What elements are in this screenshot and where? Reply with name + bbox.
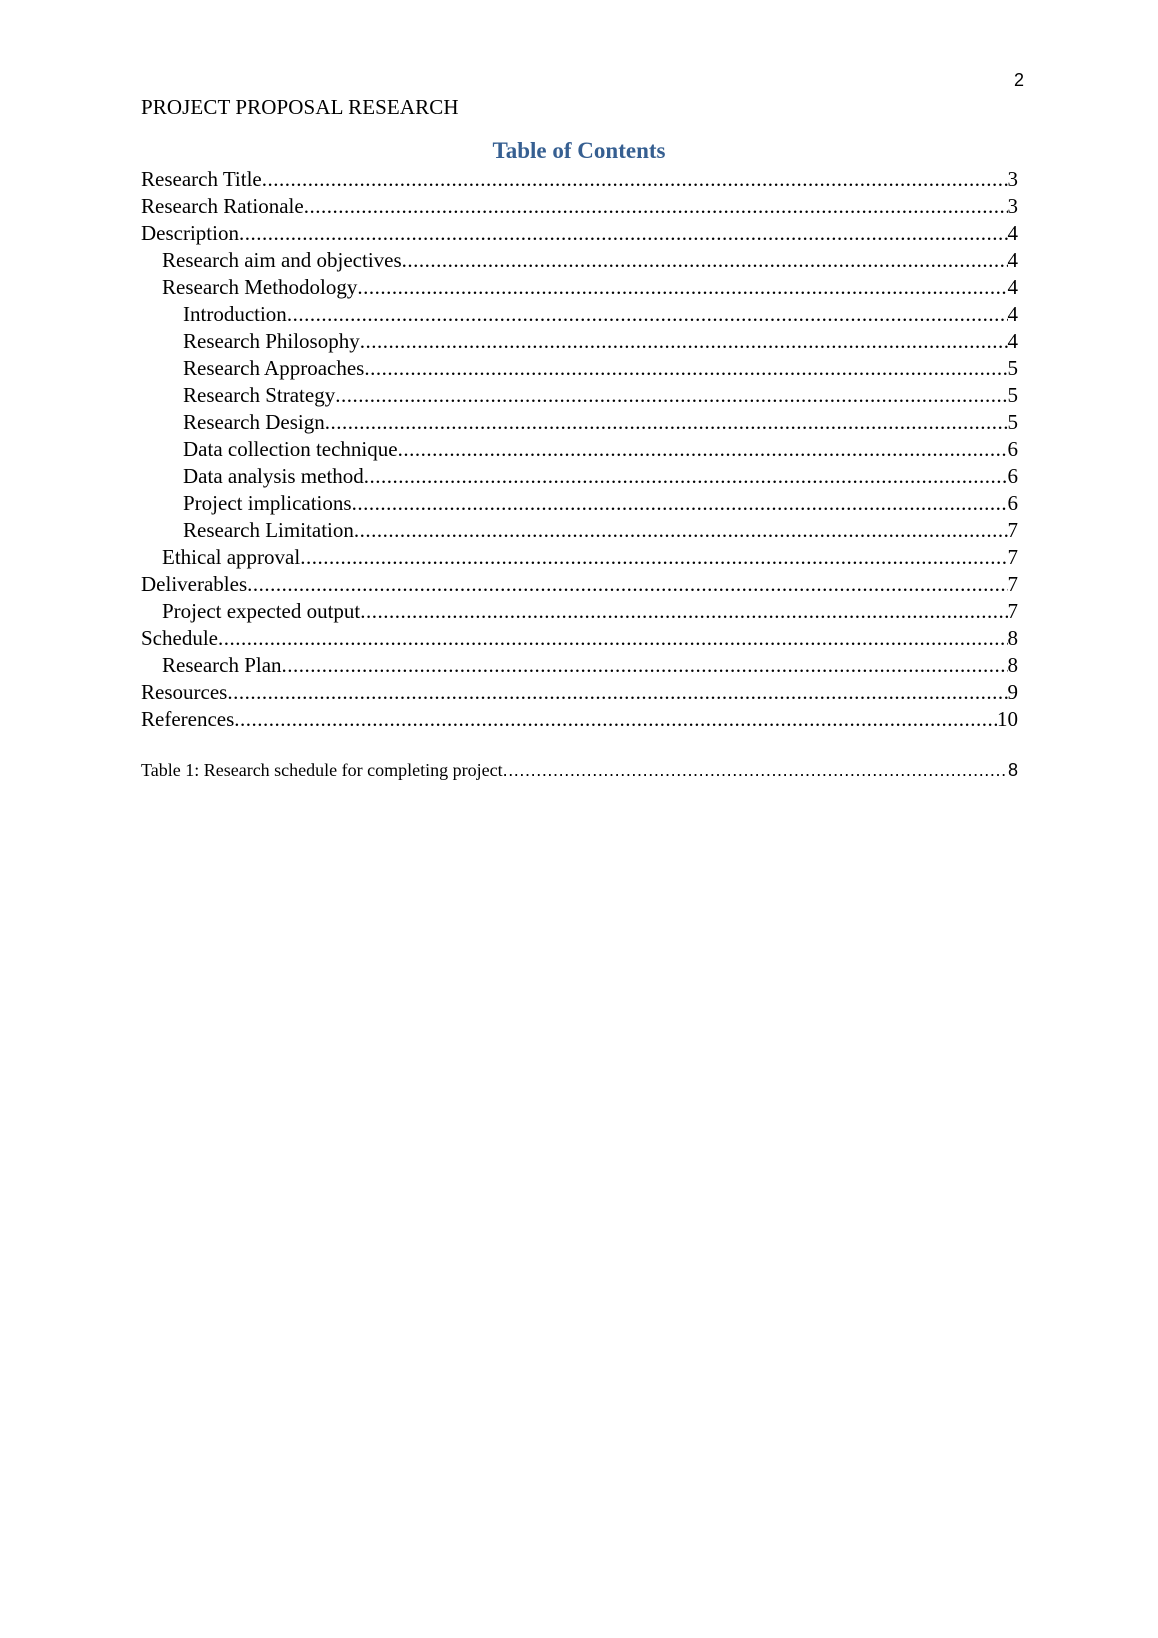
dot-leader <box>352 490 1008 517</box>
toc-entry[interactable] <box>141 220 1018 247</box>
toc-entry-label[interactable]: Research Limitation <box>183 518 354 542</box>
dot-leader <box>503 757 1008 783</box>
toc-entry-page-number: 3 <box>1007 167 1018 191</box>
toc-entry-page-number: 6 <box>1007 491 1018 515</box>
toc-entry-page-number: 3 <box>1007 194 1018 218</box>
toc-entry[interactable] <box>141 625 1018 652</box>
toc-entry-page-number: 6 <box>1007 437 1018 461</box>
toc-entry[interactable] <box>141 544 1018 571</box>
toc-entry-page-number: 4 <box>1007 248 1018 272</box>
toc-entry-page-number: 5 <box>1007 356 1018 380</box>
toc-entry[interactable] <box>141 652 1018 679</box>
dot-leader <box>262 166 1008 193</box>
toc-entry[interactable] <box>141 571 1018 598</box>
dot-leader <box>360 598 1007 625</box>
toc-entry-label[interactable]: References <box>141 707 235 731</box>
toc-entry-page-number: 5 <box>1007 410 1018 434</box>
toc-entry-label[interactable]: Description <box>141 221 239 245</box>
list-of-tables <box>141 757 1018 783</box>
toc-entry[interactable] <box>141 409 1018 436</box>
toc-entry-label[interactable]: Deliverables <box>141 572 248 596</box>
dot-leader <box>304 193 1008 220</box>
toc-entry[interactable] <box>141 382 1018 409</box>
toc-entry[interactable] <box>141 274 1018 301</box>
dot-leader <box>364 463 1008 490</box>
toc-entry-label[interactable]: Research Design <box>183 410 325 434</box>
toc-entry-page-number: 7 <box>1007 572 1018 596</box>
toc-entry[interactable] <box>141 436 1018 463</box>
dot-leader <box>354 517 1008 544</box>
dot-leader <box>227 679 1007 706</box>
toc-entry-label[interactable]: Resources <box>141 680 228 704</box>
toc-entry-page-number: 7 <box>1007 545 1018 569</box>
dot-leader <box>335 382 1007 409</box>
toc-entry-label[interactable]: Project implications <box>183 491 352 515</box>
toc-entry-page-number: 4 <box>1007 329 1018 353</box>
toc-entry[interactable] <box>141 598 1018 625</box>
toc-entry[interactable] <box>141 517 1018 544</box>
table-list-entry-label[interactable]: Table 1: Research schedule for completing project <box>141 760 503 780</box>
dot-leader <box>360 328 1008 355</box>
toc-title: Table of Contents <box>492 138 666 163</box>
toc-entry[interactable] <box>141 166 1018 193</box>
toc-entry-label[interactable]: Research Methodology <box>162 275 358 299</box>
toc-entry-label[interactable]: Project expected output <box>162 599 361 623</box>
toc-entry[interactable] <box>141 193 1018 220</box>
dot-leader <box>282 652 1008 679</box>
toc-entry-label[interactable]: Research Plan <box>162 653 282 677</box>
toc-entry-label[interactable]: Schedule <box>141 626 218 650</box>
toc-entry[interactable] <box>141 490 1018 517</box>
toc-entry-page-number: 6 <box>1007 464 1018 488</box>
toc-entry-page-number: 4 <box>1007 275 1018 299</box>
table-list-entry-page-number: 8 <box>1007 760 1018 780</box>
toc-entry-label[interactable]: Introduction <box>183 302 287 326</box>
toc-entry[interactable] <box>141 247 1018 274</box>
toc-entry-label[interactable]: Research Philosophy <box>183 329 360 353</box>
toc-entry[interactable] <box>141 706 1018 733</box>
toc-entry-label[interactable]: Research Strategy <box>183 383 336 407</box>
running-head: PROJECT PROPOSAL RESEARCH <box>141 95 459 119</box>
dot-leader <box>239 220 1008 247</box>
dot-leader <box>287 301 1008 328</box>
dot-leader <box>398 436 1008 463</box>
toc-entry[interactable] <box>141 355 1018 382</box>
toc-entry-page-number: 4 <box>1007 302 1018 326</box>
dot-leader <box>357 274 1007 301</box>
toc-entry-label[interactable]: Research Rationale <box>141 194 304 218</box>
toc-entry[interactable] <box>141 301 1018 328</box>
toc-entry-page-number: 4 <box>1007 221 1018 245</box>
dot-leader <box>300 544 1007 571</box>
table-list-entry[interactable] <box>141 757 1018 783</box>
toc-entry-label[interactable]: Research aim and objectives <box>162 248 402 272</box>
toc-entry-page-number: 10 <box>997 707 1018 731</box>
dot-leader <box>364 355 1007 382</box>
dot-leader <box>247 571 1007 598</box>
toc-entry-page-number: 8 <box>1007 653 1018 677</box>
toc-entry-label[interactable]: Research Approaches <box>183 356 365 380</box>
toc-entry[interactable] <box>141 463 1018 490</box>
toc-entry[interactable] <box>141 679 1018 706</box>
dot-leader <box>234 706 997 733</box>
toc-entry[interactable] <box>141 328 1018 355</box>
dot-leader <box>218 625 1008 652</box>
toc-entry-page-number: 7 <box>1007 518 1018 542</box>
toc-entry-label[interactable]: Research Title <box>141 167 262 191</box>
table-of-contents <box>141 166 1018 733</box>
toc-entry-label[interactable]: Data collection technique <box>183 437 398 461</box>
toc-entry-page-number: 9 <box>1007 680 1018 704</box>
toc-entry-page-number: 5 <box>1007 383 1018 407</box>
dot-leader <box>402 247 1008 274</box>
toc-entry-label[interactable]: Ethical approval <box>162 545 301 569</box>
dot-leader <box>325 409 1008 436</box>
page-number: 2 <box>1013 70 1024 90</box>
toc-entry-page-number: 8 <box>1007 626 1018 650</box>
toc-entry-page-number: 7 <box>1007 599 1018 623</box>
toc-entry-label[interactable]: Data analysis method <box>183 464 364 488</box>
